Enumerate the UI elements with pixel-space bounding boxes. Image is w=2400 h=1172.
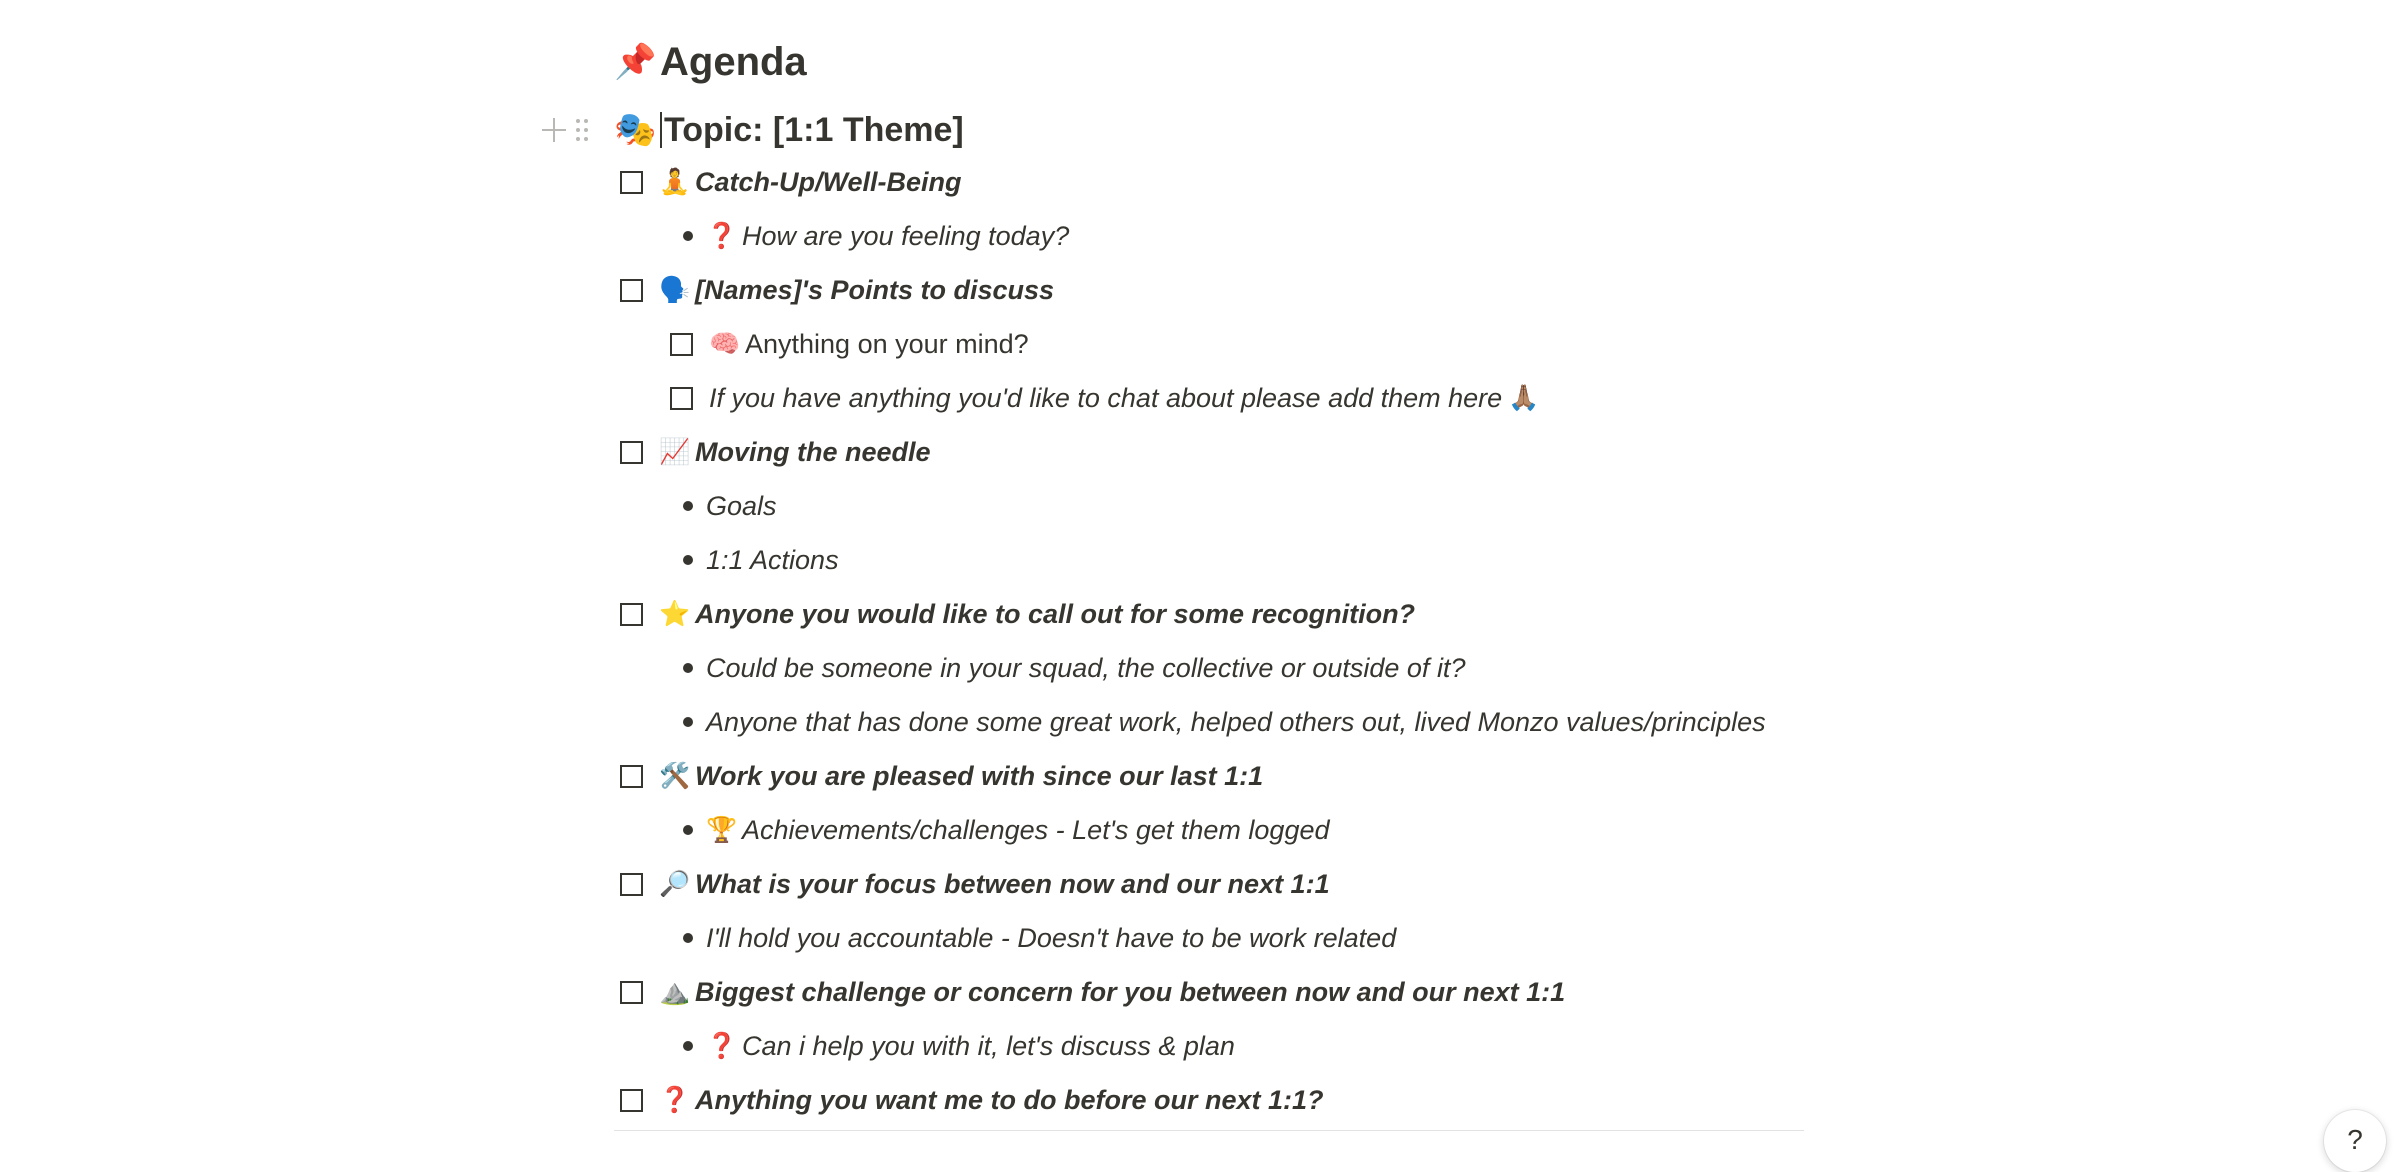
bullet-text[interactable]: Achievements/challenges - Let's get them logged <box>742 814 1330 845</box>
todo-item-on-your-mind <box>670 317 1029 371</box>
trophy-icon: 🏆 <box>706 815 738 844</box>
todo-text[interactable]: Work you are pleased with since our last 1:1 <box>695 760 1264 791</box>
bullet-item-great-work <box>670 695 1766 749</box>
todo-text[interactable]: Anything you want me to do before our next 1:1? <box>695 1084 1324 1115</box>
bullet-text[interactable]: Goals <box>706 490 777 521</box>
todo-text[interactable]: [Names]'s Points to discuss <box>695 274 1055 305</box>
todo-text[interactable]: Catch-Up/Well-Being <box>695 166 962 197</box>
topic-title: Topic: [1:1 Theme] <box>664 110 964 149</box>
bullet-dot <box>683 1041 693 1051</box>
bullet-item-goals <box>670 479 777 533</box>
todo-item-catch-up <box>620 155 962 209</box>
help-question-icon: ? <box>2347 1124 2363 1155</box>
bullet-dot <box>683 825 693 835</box>
bullet-text[interactable]: How are you feeling today? <box>742 220 1070 251</box>
bullet-item-accountable <box>670 911 1396 965</box>
bullet-item-feeling <box>670 209 1069 263</box>
todo-item-biggest-challenge <box>620 965 1565 1019</box>
add-block-icon[interactable] <box>542 118 566 142</box>
todo-text[interactable]: Biggest challenge or concern for you between now and our next 1:1 <box>695 976 1566 1007</box>
bullet-dot <box>683 663 693 673</box>
todo-checkbox[interactable] <box>620 873 643 896</box>
todo-checkbox[interactable] <box>620 981 643 1004</box>
todo-item-points-to-discuss <box>620 263 1054 317</box>
performing-arts-icon: 🎭 <box>614 111 657 149</box>
todo-checkbox[interactable] <box>670 387 693 410</box>
star-icon: ⭐ <box>659 599 691 628</box>
todo-item-work-pleased <box>620 749 1263 803</box>
bullet-dot <box>683 933 693 943</box>
meditating-person-icon: 🧘 <box>659 167 691 196</box>
bullet-text[interactable]: Anyone that has done some great work, helped others out, lived Monzo values/principles <box>706 706 1766 737</box>
bullet-dot <box>683 231 693 241</box>
bullet-item-someone-in-squad <box>670 641 1465 695</box>
text-cursor <box>660 112 662 148</box>
pushpin-icon: 📌 <box>614 43 657 81</box>
topic-heading[interactable] <box>614 98 964 162</box>
todo-checkbox[interactable] <box>670 333 693 356</box>
question-mark-icon: ❓ <box>706 221 738 250</box>
drag-handle-icon[interactable] <box>576 119 590 141</box>
todo-text[interactable]: Anything on your mind? <box>745 328 1029 359</box>
hammer-and-wrench-icon: 🛠️ <box>659 761 691 790</box>
todo-checkbox[interactable] <box>620 279 643 302</box>
todo-item-chat-about <box>670 371 1539 425</box>
bullet-text[interactable]: Could be someone in your squad, the collective or outside of it? <box>706 652 1466 683</box>
bullet-item-achievements <box>670 803 1330 857</box>
todo-checkbox[interactable] <box>620 603 643 626</box>
todo-checkbox[interactable] <box>620 765 643 788</box>
bullet-text[interactable]: 1:1 Actions <box>706 544 839 575</box>
todo-text[interactable]: If you have anything you'd like to chat about please add them here <box>709 382 1503 413</box>
todo-checkbox[interactable] <box>620 171 643 194</box>
todo-text[interactable]: What is your focus between now and our next 1:1 <box>695 868 1330 899</box>
agenda-title: Agenda <box>660 39 807 84</box>
bullet-item-actions <box>670 533 839 587</box>
magnifying-glass-icon: 🔎 <box>659 869 691 898</box>
brain-icon: 🧠 <box>709 329 741 358</box>
chart-increasing-icon: 📈 <box>659 437 691 466</box>
agenda-heading[interactable] <box>614 30 807 94</box>
todo-item-moving-the-needle <box>620 425 931 479</box>
bullet-text[interactable]: I'll hold you accountable - Doesn't have to be work related <box>706 922 1397 953</box>
question-mark-icon: ❓ <box>706 1031 738 1060</box>
bullet-text[interactable]: Can i help you with it, let's discuss & plan <box>742 1030 1235 1061</box>
bullet-dot <box>683 717 693 727</box>
todo-item-focus <box>620 857 1330 911</box>
mountain-icon: ⛰️ <box>659 977 691 1006</box>
bullet-dot <box>683 555 693 565</box>
todo-item-anything-before-next <box>620 1073 1324 1127</box>
question-mark-icon: ❓ <box>659 1085 691 1114</box>
bullet-item-help-discuss <box>670 1019 1235 1073</box>
divider <box>614 1130 1804 1131</box>
todo-checkbox[interactable] <box>620 441 643 464</box>
todo-item-recognition <box>620 587 1415 641</box>
todo-text[interactable]: Anyone you would like to call out for some recognition? <box>695 598 1416 629</box>
help-button[interactable] <box>2324 1110 2386 1172</box>
speaking-head-icon: 🗣️ <box>659 275 691 304</box>
bullet-dot <box>683 501 693 511</box>
folded-hands-icon: 🙏🏽 <box>1508 383 1540 412</box>
todo-checkbox[interactable] <box>620 1089 643 1112</box>
todo-text[interactable]: Moving the needle <box>695 436 931 467</box>
block-controls <box>542 110 590 150</box>
